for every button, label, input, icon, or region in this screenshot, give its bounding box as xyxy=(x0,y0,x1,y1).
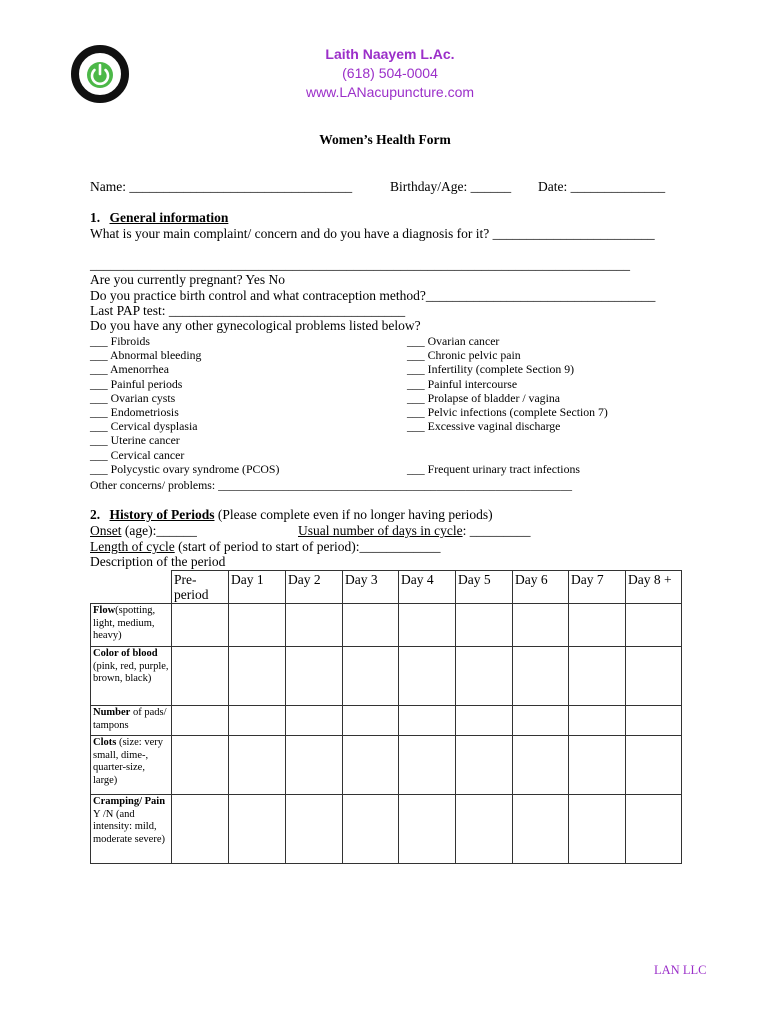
row-label-title: Flow xyxy=(93,605,116,616)
table-row xyxy=(91,706,682,736)
table-cell[interactable] xyxy=(343,736,399,795)
column-header: Day 6 xyxy=(513,571,569,604)
column-header: Pre-period xyxy=(172,571,229,604)
table-cell[interactable] xyxy=(456,736,513,795)
table-cell[interactable] xyxy=(456,647,513,706)
problem-item[interactable]: ___ Excessive vaginal discharge xyxy=(407,419,561,434)
section2-heading xyxy=(90,507,493,523)
table-cell[interactable] xyxy=(399,647,456,706)
table-cell[interactable] xyxy=(513,706,569,736)
table-cell[interactable] xyxy=(172,706,229,736)
birthday-age-field[interactable]: Birthday/Age: ______ xyxy=(390,179,512,194)
table-cell[interactable] xyxy=(229,604,286,647)
period-table-header xyxy=(91,571,682,604)
table-cell[interactable] xyxy=(172,795,229,864)
table-row xyxy=(91,736,682,795)
usual-days-field[interactable] xyxy=(298,523,530,539)
column-header: Day 3 xyxy=(343,571,399,604)
table-cell[interactable] xyxy=(286,736,343,795)
table-cell[interactable] xyxy=(399,604,456,647)
main-complaint-line[interactable]: ________________________________________________________________________________ xyxy=(90,257,630,272)
problem-item[interactable]: ___ Ovarian cysts xyxy=(90,390,176,405)
table-cell[interactable] xyxy=(513,736,569,795)
problem-item[interactable]: ___ Fibroids xyxy=(90,334,150,348)
row-label xyxy=(91,604,172,647)
row-label-title: Number xyxy=(93,707,131,718)
period-table xyxy=(90,570,682,864)
section2-note: (Please complete even if no longer having periods) xyxy=(214,507,493,522)
table-cell[interactable] xyxy=(343,647,399,706)
cycle-length-field[interactable] xyxy=(90,539,441,555)
table-cell[interactable] xyxy=(172,736,229,795)
problem-item[interactable]: ___ Endometriosis xyxy=(90,405,179,419)
other-concerns-field[interactable]: Other concerns/ problems: ____________________________________________________________ xyxy=(90,478,572,492)
main-complaint-question[interactable]: What is your main complaint/ concern and do you have a diagnosis for it? ________________________ xyxy=(90,226,655,241)
table-cell[interactable] xyxy=(286,604,343,647)
form-title: Women’s Health Form xyxy=(319,132,451,147)
column-header: Day 7 xyxy=(569,571,626,604)
table-cell[interactable] xyxy=(626,795,682,864)
table-cell[interactable] xyxy=(569,795,626,864)
section1-title: General information xyxy=(109,210,229,225)
column-header: Day 5 xyxy=(456,571,513,604)
table-cell[interactable] xyxy=(229,706,286,736)
table-cell[interactable] xyxy=(229,795,286,864)
table-corner xyxy=(91,571,172,604)
problem-item[interactable]: ___ Cervical cancer xyxy=(90,447,185,462)
gyn-problems-question: Do you have any other gynecological problems listed below? xyxy=(90,318,421,333)
table-cell[interactable] xyxy=(286,706,343,736)
table-cell[interactable] xyxy=(626,706,682,736)
table-cell[interactable] xyxy=(343,706,399,736)
onset-blank: (age):______ xyxy=(121,523,197,538)
period-description-label: Description of the period xyxy=(90,554,226,569)
table-cell[interactable] xyxy=(399,706,456,736)
table-row xyxy=(91,795,682,864)
birth-control-question[interactable]: Do you practice birth control and what contraception method?__________________________________ xyxy=(90,288,656,303)
section1-heading xyxy=(90,210,228,226)
problem-item[interactable]: ___ Amenorrhea xyxy=(90,362,169,377)
problem-item-uti[interactable]: ___ Frequent urinary tract infections xyxy=(407,462,580,476)
row-label-title: Clots xyxy=(93,737,117,748)
usual-days-label: Usual number of days in cycle xyxy=(298,523,463,538)
column-header: Day 8 + xyxy=(626,571,682,604)
table-cell[interactable] xyxy=(343,604,399,647)
table-cell[interactable] xyxy=(569,706,626,736)
problem-item[interactable]: ___ Painful periods xyxy=(90,376,183,391)
table-cell[interactable] xyxy=(456,604,513,647)
table-row xyxy=(91,647,682,706)
row-label xyxy=(91,795,172,864)
problem-item[interactable]: ___ Prolapse of bladder / vagina xyxy=(407,390,560,405)
table-cell[interactable] xyxy=(626,647,682,706)
power-icon xyxy=(70,44,130,104)
problem-item[interactable]: ___ Uterine cancer xyxy=(90,433,180,448)
column-header: Day 4 xyxy=(399,571,456,604)
problem-item[interactable]: ___ Abnormal bleeding xyxy=(90,348,202,363)
column-header: Day 2 xyxy=(286,571,343,604)
practice-phone: (618) 504-0004 xyxy=(342,65,438,81)
problem-item[interactable]: ___ Painful intercourse xyxy=(407,376,518,391)
table-cell[interactable] xyxy=(456,795,513,864)
cycle-length-blank: (start of period to start of period):____________ xyxy=(174,539,441,554)
practitioner-name: Laith Naayem L.Ac. xyxy=(325,46,455,62)
row-label-title: Color of blood xyxy=(93,648,158,659)
table-cell[interactable] xyxy=(626,604,682,647)
row-label-detail: Y /N (and intensity: mild, moderate severe) xyxy=(93,808,165,845)
row-label xyxy=(91,736,172,795)
onset-label: Onset xyxy=(90,523,122,538)
problem-item[interactable]: ___ Polycystic ovary syndrome (PCOS) xyxy=(90,461,280,476)
section1-number: 1. xyxy=(90,210,101,225)
table-cell[interactable] xyxy=(343,795,399,864)
table-cell[interactable] xyxy=(172,647,229,706)
table-cell[interactable] xyxy=(286,647,343,706)
onset-field[interactable] xyxy=(90,523,197,539)
problem-item[interactable]: ___ Cervical dysplasia xyxy=(90,419,198,434)
row-label-detail: (pink, red, purple, brown, black) xyxy=(93,660,169,684)
table-cell[interactable] xyxy=(513,604,569,647)
table-cell[interactable] xyxy=(229,647,286,706)
section2-title: History of Periods xyxy=(109,507,215,522)
table-cell[interactable] xyxy=(569,604,626,647)
table-cell[interactable] xyxy=(286,795,343,864)
section2-number: 2. xyxy=(90,507,101,522)
table-cell[interactable] xyxy=(172,604,229,647)
table-cell[interactable] xyxy=(569,736,626,795)
row-label-detail: (size: very small, dime-, quarter-size, large) xyxy=(93,737,163,786)
table-cell[interactable] xyxy=(399,795,456,864)
problem-item[interactable]: ___ Chronic pelvic pain xyxy=(407,348,521,363)
problem-item[interactable]: ___ Ovarian cancer xyxy=(407,334,500,348)
problem-item[interactable]: ___ Infertility (complete Section 9) xyxy=(407,362,575,377)
table-cell[interactable] xyxy=(513,647,569,706)
table-row xyxy=(91,604,682,647)
usual-days-blank: : _________ xyxy=(462,523,531,538)
row-label-detail: (spotting, light, medium, heavy) xyxy=(93,605,156,641)
table-cell[interactable] xyxy=(229,736,286,795)
date-field[interactable]: Date: ______________ xyxy=(538,179,666,194)
row-label-detail: of pads/ tampons xyxy=(93,707,167,731)
row-label xyxy=(91,706,172,736)
pregnant-question[interactable]: Are you currently pregnant? Yes No xyxy=(90,272,285,287)
name-field[interactable]: Name: _________________________________ xyxy=(90,179,353,194)
row-label-title: Cramping/ Pain xyxy=(93,796,166,807)
problem-item[interactable]: ___ Pelvic infections (complete Section 7) xyxy=(407,405,608,419)
table-cell[interactable] xyxy=(626,736,682,795)
table-cell[interactable] xyxy=(513,795,569,864)
pap-test-field[interactable]: Last PAP test: ___________________________________ xyxy=(90,303,406,318)
practice-website[interactable]: www.LANacupuncture.com xyxy=(305,84,475,100)
column-header: Day 1 xyxy=(229,571,286,604)
table-cell[interactable] xyxy=(399,736,456,795)
footer-company: LAN LLC xyxy=(654,963,707,977)
cycle-length-label: Length of cycle xyxy=(90,539,175,554)
table-cell[interactable] xyxy=(569,647,626,706)
row-label xyxy=(91,647,172,706)
table-cell[interactable] xyxy=(456,706,513,736)
